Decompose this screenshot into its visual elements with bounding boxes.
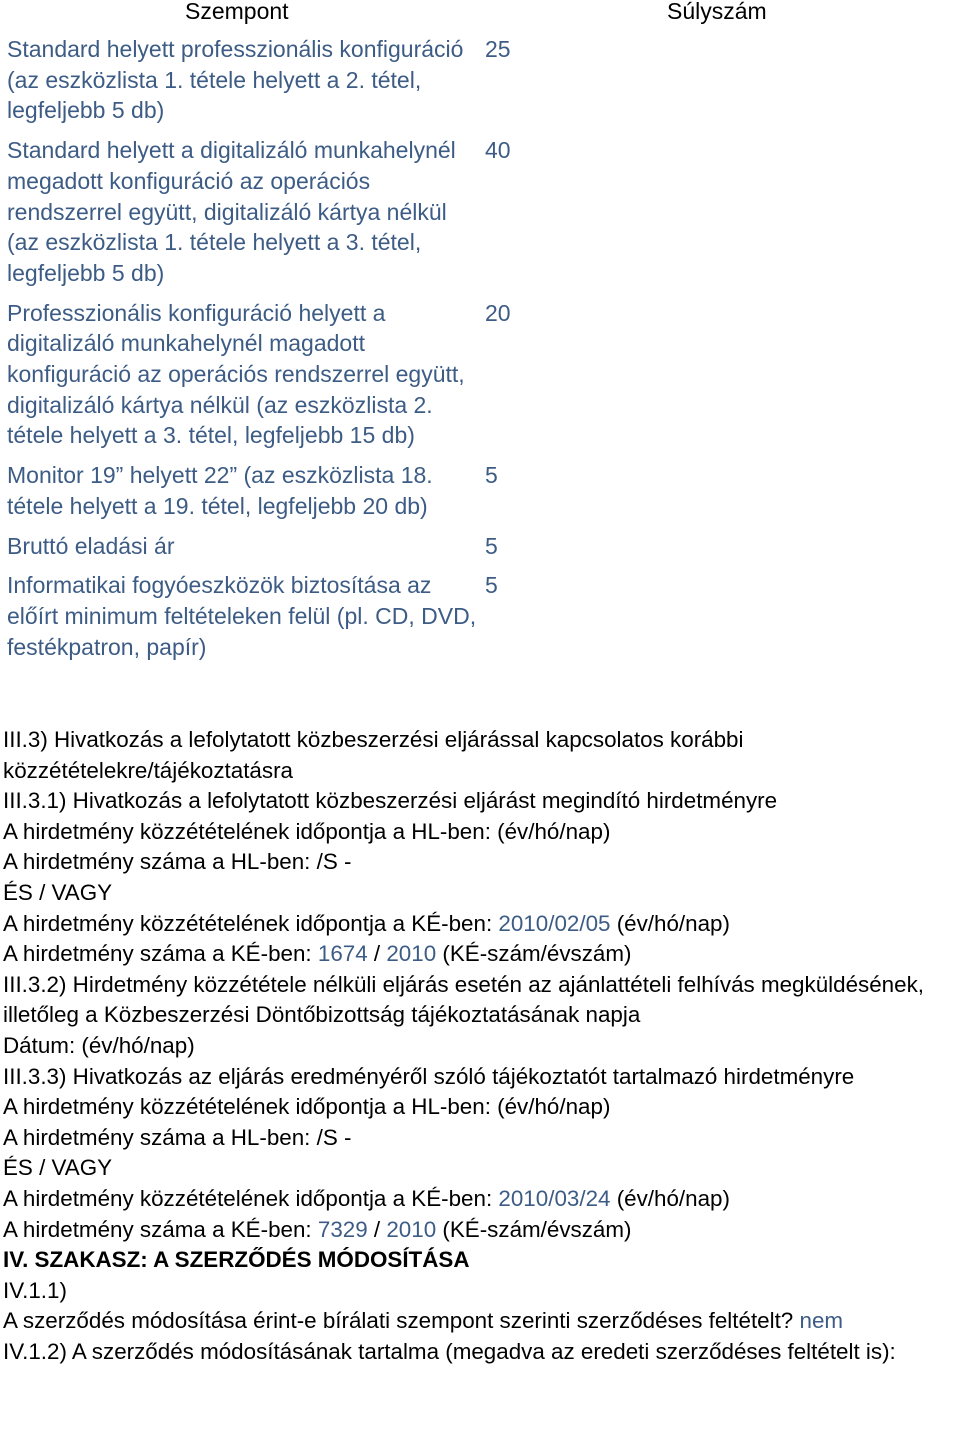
and-or-label: ÉS / VAGY [3,1155,113,1181]
criterion-text: Bruttó eladási ár [7,532,175,559]
criteria-table [7,34,567,662]
ke-date-suffix: (év/hó/nap) [610,910,730,936]
ke-year-value: 2010 [386,941,437,967]
ke-number-suffix: (KÉ-szám/évszám) [436,941,632,967]
ke-number-separator: / [367,941,387,967]
ke-number-separator: / [367,1216,387,1242]
ke-number-value: 1674 [317,941,368,967]
date-label: Dátum: (év/hó/nap) [3,1032,195,1058]
criterion-text: Professzionális konfiguráció helyett a digitalizáló munkahelynél magadott konfiguráció az operációs rendszerrel együtt, digitalizáló kártya nélkül (az eszközlista 2. tétele helyett a 3. tétel, legfeljebb 15 db) [7,299,465,449]
hl-number-label: A hirdetmény száma a HL-ben: /S - [3,849,352,875]
section-iii33-heading: III.3.3) Hivatkozás az eljárás eredményéről szóló tájékoztatót tartalmazó hirdetményre [3,1063,855,1089]
ke-number-suffix: (KÉ-szám/évszám) [436,1216,632,1242]
criteria-row [7,460,567,521]
criteria-row [7,531,567,562]
ke-date-prefix: A hirdetmény közzétételének időpontja a KÉ-ben: [3,910,499,936]
ke-date-line [3,909,960,940]
criterion-weight: 25 [485,36,511,62]
section-iv11-question-line [3,1306,960,1337]
criterion-text: Monitor 19” helyett 22” (az eszközlista 18. tétele helyett a 19. tétel, legfeljebb 20 db) [7,462,433,519]
section-iv11-label: IV.1.1) [3,1277,67,1303]
criterion-text: Standard helyett professzionális konfiguráció (az eszközlista 1. tétele helyett a 2. tétel, legfeljebb 5 db) [7,36,464,124]
hl-date-label: A hirdetmény közzétételének időpontja a HL-ben: (év/hó/nap) [3,818,611,844]
section-iii32-heading: III.3.2) Hirdetmény közzététele nélküli eljárás esetén az ajánlattételi felhívás megküldésének, illetőleg a Közbeszerzési Döntőbizottság tájékoztatásának napja [3,971,925,1028]
criteria-row [7,34,567,126]
ke-number-line [3,939,960,970]
ke-number-prefix: A hirdetmény száma a KÉ-ben: [3,941,318,967]
criterion-weight: 5 [485,572,498,599]
criterion-weight: 5 [485,462,498,489]
ke-date-line [3,1184,960,1215]
ke-number-value: 7329 [317,1216,368,1242]
section-iv11-question: A szerződés módosítása érint-e bírálati szempont szerinti szerződéses feltételt? [3,1308,800,1334]
weight-column-header: Súlyszám [667,0,767,24]
section-iii31-heading: III.3.1) Hivatkozás a lefolytatott közbeszerzési eljárást megindító hirdetményre [3,788,778,814]
criterion-column-header: Szempont [185,0,289,24]
and-or-label: ÉS / VAGY [3,879,113,905]
section-iv12-heading: IV.1.2) A szerződés módosításának tartalma (megadva az eredeti szerződéses feltételt is): [3,1338,896,1364]
criteria-row [7,570,567,662]
criterion-text: Informatikai fogyóeszközök biztosítása az előírt minimum feltételeken felül (pl. CD, DVD, festékpatron, papír) [7,572,477,660]
section-iv-heading: IV. SZAKASZ: A SZERZŐDÉS MÓDOSÍTÁSA [3,1247,470,1273]
section-iii3-heading: III.3) Hivatkozás a lefolytatott közbeszerzési eljárással kapcsolatos korábbi közzétételekre/tájékoztatásra [3,727,744,783]
criteria-row [7,298,567,452]
ke-date-value: 2010/03/24 [498,1185,611,1211]
hl-date-label: A hirdetmény közzétételének időpontja a HL-ben: (év/hó/nap) [3,1094,611,1120]
ke-date-prefix: A hirdetmény közzétételének időpontja a KÉ-ben: [3,1185,499,1211]
hl-number-label: A hirdetmény száma a HL-ben: /S - [3,1124,352,1150]
criterion-weight: 5 [485,532,498,559]
criterion-text: Standard helyett a digitalizáló munkahelynél megadott konfiguráció az operációs rendszerrel együtt, digitalizáló kártya nélkül (az eszközlista 1. tétele helyett a 3. tétel, legfeljebb 5 db) [7,137,456,286]
criteria-row [7,135,567,289]
ke-number-prefix: A hirdetmény száma a KÉ-ben: [3,1216,318,1242]
ke-date-suffix: (év/hó/nap) [610,1185,730,1211]
criterion-weight: 40 [485,137,511,164]
ke-year-value: 2010 [386,1216,437,1242]
document-body [3,725,960,1367]
criterion-weight: 20 [485,299,511,326]
ke-number-line [3,1215,960,1246]
ke-date-value: 2010/02/05 [498,910,611,936]
section-iv11-answer: nem [799,1308,844,1334]
